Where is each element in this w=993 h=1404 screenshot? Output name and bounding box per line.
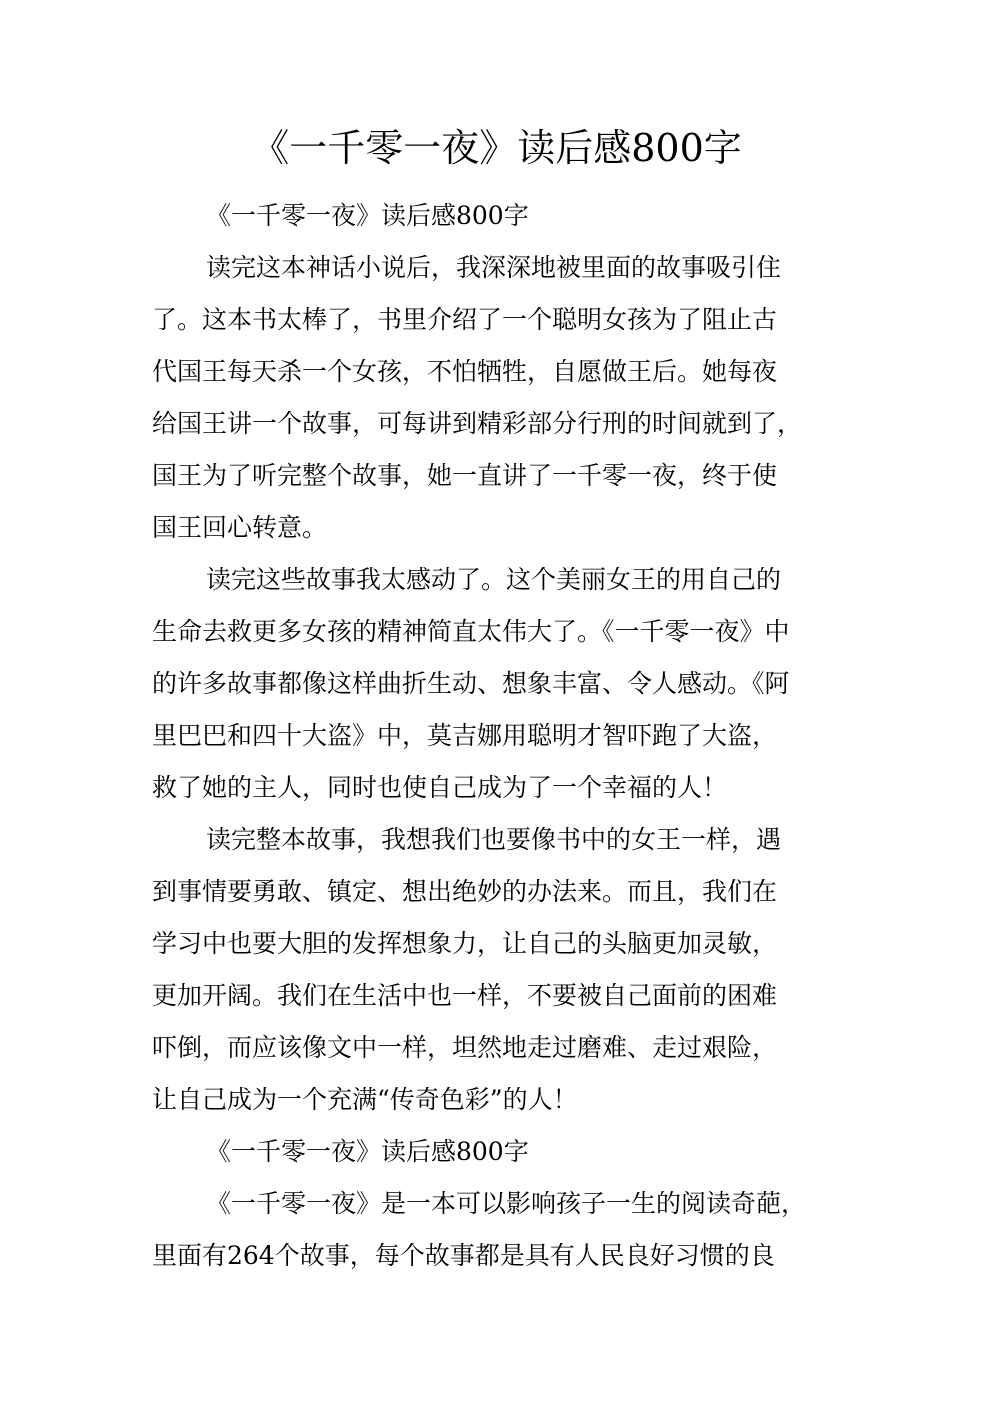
text-line: 读完这本神话小说后，我深深地被里面的故事吸引住 bbox=[206, 253, 782, 282]
text-line: 到事情要勇敢、镇定、想出绝妙的办法来。而且，我们在 bbox=[152, 877, 778, 906]
text-line: 读完整本故事，我想我们也要像书中的女王一样，遇 bbox=[206, 825, 782, 854]
text-line: 生命去救更多女孩的精神简直太伟大了。《一千零一夜》中 bbox=[152, 617, 790, 646]
text-line: 让自己成为一个充满“传奇色彩”的人！ bbox=[152, 1085, 578, 1114]
text-line: 读完这些故事我太感动了。这个美丽女王的用自己的 bbox=[206, 565, 782, 594]
text-line: 国王回心转意。 bbox=[152, 513, 328, 542]
text-line: 国王为了听完整个故事，她一直讲了一千零一夜，终于使 bbox=[152, 461, 778, 490]
text-line: 里巴巴和四十大盗》中，莫吉娜用聪明才智吓跑了大盗， bbox=[152, 721, 778, 750]
text-line: 救了她的主人，同时也使自己成为了一个幸福的人！ bbox=[152, 773, 728, 802]
document-title: 《一千零一夜》读后感800字 bbox=[251, 126, 742, 170]
text-line: 《一千零一夜》是一本可以影响孩子一生的阅读奇葩， bbox=[206, 1189, 807, 1218]
text-line: 更加开阔。我们在生活中也一样，不要被自己面前的困难 bbox=[152, 981, 778, 1010]
text-line: 给国王讲一个故事，可每讲到精彩部分行刑的时间就到了， bbox=[152, 409, 803, 438]
text-line: 吓倒，而应该像文中一样，坦然地走过磨难、走过艰险， bbox=[152, 1033, 778, 1062]
text-line: 学习中也要大胆的发挥想象力，让自己的头脑更加灵敏， bbox=[152, 929, 778, 958]
text-line: 的许多故事都像这样曲折生动、想象丰富、令人感动。《阿 bbox=[152, 669, 790, 698]
text-line: 代国王每天杀一个女孩，不怕牺牲，自愿做王后。她每夜 bbox=[152, 357, 778, 386]
text-line: 了。这本书太棒了，书里介绍了一个聪明女孩为了阻止古 bbox=[152, 305, 778, 334]
subtitle-line: 《一千零一夜》读后感800字 bbox=[206, 201, 529, 230]
text-line: 里面有264个故事，每个故事都是具有人民良好习惯的良 bbox=[152, 1241, 775, 1270]
section-heading-line: 《一千零一夜》读后感800字 bbox=[206, 1137, 529, 1166]
